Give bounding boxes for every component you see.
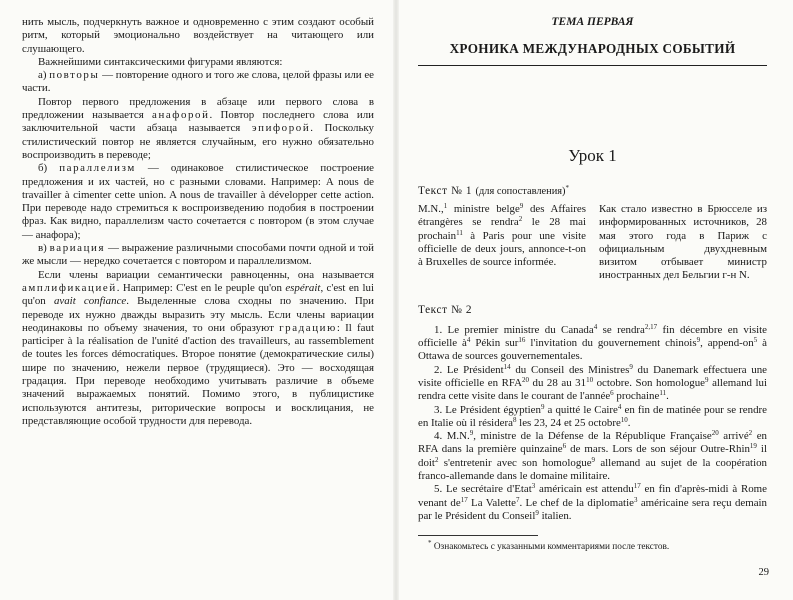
right-page (404, 0, 793, 600)
text: Если члены вариации семантически равноценны, она называется (38, 268, 374, 281)
text: du 28 au 31 (528, 376, 587, 389)
superscript: 9 (535, 508, 539, 517)
text: à Ottawa de sources gouvernementales. (418, 337, 767, 363)
list-item (418, 364, 767, 404)
list-item (418, 324, 767, 364)
text: — повторение одного и того же слова, целой фразы или ее части. (22, 69, 375, 95)
text: . Le chef de la diplomatie (519, 496, 634, 509)
paragraph (22, 162, 374, 242)
superscript: 9 (591, 455, 596, 464)
text: . Выделенные слова сходны по значению. При переводе их нужно дважды выразить эту мысль. Если члены вариации неодинаковы по объему значения, то они образуют (22, 295, 374, 334)
footnote-text: Ознакомьтесь с указанными комментариями после текстов. (433, 542, 670, 553)
text: se rendra (597, 323, 645, 336)
superscript: 8 (512, 415, 517, 424)
superscript: 11 (456, 228, 463, 237)
russian-column: Как стало известно в Брюсселе из информированных источников, 28 мая этого года в Париж с официальным двухдневным визитом отбывает министр иностранных дел Бельгии г-н N. (599, 203, 767, 282)
paragraph (22, 269, 374, 429)
paragraph: Важнейшими синтаксическими фигурами являются: (38, 55, 283, 68)
superscript: 20 (711, 429, 719, 438)
superscript: 14 (503, 362, 511, 371)
superscript: 9 (696, 336, 701, 345)
superscript: 11 (659, 389, 667, 398)
text: arrivé (718, 430, 749, 443)
text: les 23, 24 et 25 octobre (516, 416, 621, 429)
term-spaced: эпифорой (251, 122, 311, 135)
text1-heading (418, 185, 767, 197)
superscript: 5 (753, 336, 758, 345)
superscript: 9 (540, 402, 545, 411)
left-page (0, 0, 388, 600)
text: 3. Le Président égyptien (434, 403, 541, 416)
chapter-title: ХРОНИКА МЕЖДУНАРОДНЫХ СОБЫТИЙ (418, 41, 767, 66)
text: s'entretenir avec son homologue (438, 456, 592, 469)
superscript: 2 (434, 455, 439, 464)
text: de mars. Lors de son séjour Outre-Rhin (566, 443, 750, 456)
text: à Paris pour une visite officielle de deux jours, annonce-t-on à Bruxelles de source informée. (418, 229, 586, 269)
superscript: 3 (633, 495, 638, 504)
text: l'invitation du gouvernement chinois (525, 337, 697, 350)
lesson-title: Урок 1 (568, 146, 617, 165)
text2-list (418, 324, 767, 523)
text: — одинаковое стилистическое построение предложения и их частей, но с разными словами. Например: A nous de travailler à cimenter cette union. A nous de travailler à développer cette action. При переводе надо стремиться к воспроизведению подобия в построении фраз. Как видно, параллелизм часто сочетается с повтором (в этом случае — анафора); (22, 162, 374, 241)
theme-heading: ТЕМА ПЕРВАЯ (551, 16, 634, 28)
term-spaced: градацию (279, 321, 337, 334)
superscript: 9 (629, 362, 633, 371)
book-gutter (393, 0, 399, 600)
paragraph (22, 96, 374, 162)
text: . (666, 390, 669, 403)
superscript: 10 (620, 415, 628, 424)
superscript: 10 (586, 375, 594, 384)
text: в) (38, 242, 50, 255)
text: des Affaires étrangères se rendra (418, 203, 586, 229)
text2-heading: Текст № 2 (418, 303, 473, 316)
text: : Il faut participer à la réalisation de l'unité d'action des travailleurs, au rassemblement de toutes les forces démocratiques. Второе понятие (демократические силы) шире по значению, нежели первое (трудящиеся). Это — восходящая градация. При переводе необходимо учитывать различие в объеме значений выражаемых понятий. Помимо этого, в публицистике используются антитезы, риторические вопросы и восклицания, не представляющие особой трудности для перевода. (22, 321, 374, 427)
footnote-rule (418, 535, 538, 536)
superscript: 16 (518, 336, 526, 345)
superscript: 6 (562, 442, 567, 451)
text: du Danemark effectuera une visite officielle en RFA (418, 363, 767, 389)
term-spaced: анафорой (152, 109, 210, 122)
text: octobre. Son homologue (593, 376, 706, 389)
text: américaine sera reçu demain par le Président du Conseil (418, 496, 768, 522)
text: (для сопоставления) (475, 186, 566, 197)
text: , append-on (700, 337, 754, 350)
text: 2. Le Président (434, 363, 504, 376)
text: Повтор первого предложения в абзаце или первого слова в предложении называется (22, 95, 374, 122)
superscript: 2 (518, 215, 523, 224)
paragraph (22, 242, 374, 269)
text: italien. (538, 509, 572, 522)
text: a quitté le Caire (544, 403, 618, 416)
superscript: 6 (610, 389, 614, 398)
paragraph (22, 69, 374, 96)
superscript: 17 (633, 482, 641, 491)
superscript: 9 (469, 429, 474, 438)
list-item (418, 404, 767, 431)
text: а) (38, 69, 50, 82)
text: 4. M.N. (434, 430, 470, 443)
term-spaced: параллелизм (59, 162, 136, 175)
text: 5. Le secrétaire d'Etat (434, 483, 532, 496)
text: en RFA dans la première quinzaine (418, 430, 767, 456)
text: M.N., (418, 203, 444, 215)
superscript: 3 (531, 482, 536, 491)
superscript: 20 (521, 375, 529, 384)
text: allemand lui rendra cette visite dans le courant de l'année (418, 376, 768, 403)
text: — выражение различными способами почти одной и той же мысли — нередко сочетается с повтором и параллелизмом. (22, 242, 374, 268)
list-item (418, 430, 767, 483)
text: Текст № 1 (418, 185, 476, 197)
list-item (418, 483, 767, 523)
italic-word: avait confiance (53, 295, 127, 308)
footnote-mark: * (428, 539, 432, 548)
superscript: 2,17 (644, 322, 658, 331)
superscript: 4 (466, 336, 471, 345)
text: en fin de matinée pour se rendre en Italie où il résidera (418, 403, 767, 429)
paragraph: нить мысль, подчеркнуть важное и одновременно с этим создают особый ритм, который эмоционально воздействует на читающего или слушающего. (22, 16, 374, 55)
text: . Например: C'est en le peuple qu'on (116, 281, 286, 294)
text: 1. Le premier ministre du Canada (434, 323, 594, 336)
superscript: 19 (749, 442, 757, 451)
footnote-mark: * (565, 184, 570, 192)
text: б) (38, 162, 60, 175)
french-column (418, 203, 586, 283)
superscript: 9 (705, 375, 709, 384)
text: du Conseil des Ministres (510, 363, 630, 376)
text: ministre belge (447, 203, 520, 215)
term-spaced: амплификацией (22, 281, 117, 294)
superscript: 17 (460, 495, 468, 504)
text: le 28 mai prochain (418, 216, 587, 242)
page-number: 29 (758, 567, 769, 578)
superscript: 4 (593, 322, 598, 331)
text: prochaine (613, 390, 660, 403)
text: . (627, 416, 631, 429)
text: Pékin sur (470, 337, 519, 350)
superscript: 9 (519, 202, 524, 210)
text: fin décembre en visite officielle à (418, 323, 767, 350)
parallel-columns (418, 203, 767, 283)
text: allemand au sujet de la coopération franco-allemande dans le domaine militaire. (418, 456, 767, 483)
superscript: 7 (515, 495, 520, 504)
superscript: 1 (443, 202, 448, 210)
italic-word: espérait (285, 281, 321, 294)
superscript: 4 (617, 402, 622, 411)
text: . Поскольку стилистический повтор не является случайным, его нужно обязательно воспроизводить в переводе; (22, 122, 374, 161)
footnote (418, 541, 767, 554)
term-spaced: вариация (49, 242, 106, 255)
text: il doit (418, 443, 767, 469)
text: , c'est en lui qu'on (22, 281, 375, 308)
text: américain est attendu (535, 483, 634, 496)
text: en fin d'après-midi à Rome venant de (418, 483, 767, 509)
text: La Valette (467, 496, 516, 509)
superscript: 2 (748, 429, 753, 438)
text: . Повтор последнего слова или заключительной части абзаца называется (22, 109, 374, 135)
term-spaced: повторы (49, 69, 100, 82)
text: , ministre de la Défense de la République Française (473, 430, 712, 443)
